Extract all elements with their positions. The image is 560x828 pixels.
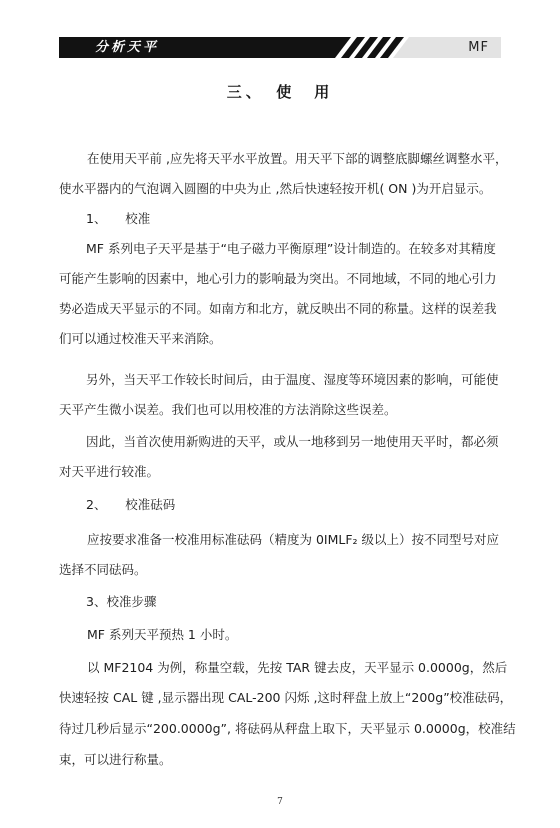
paragraph-line: 应按要求准备一校准用标准砝码（精度为 0IMLF₂ 级以上）按不同型号对应 bbox=[87, 532, 500, 547]
paragraph-line: 因此，当首次使用新购进的天平，或从一地移到另一地使用天平时，都必须 bbox=[86, 434, 499, 449]
subheading-calibration-steps: 3、校准步骤 bbox=[86, 594, 157, 609]
paragraph-line: MF 系列电子天平是基于“电子磁力平衡原理”设计制造的。在较多对其精度 bbox=[86, 241, 496, 256]
subheading-calibration-weight: 2、 校准砝码 bbox=[86, 497, 176, 512]
paragraph-line: 束，可以进行称量。 bbox=[59, 752, 172, 767]
header-model-code: MF bbox=[468, 40, 489, 55]
paragraph-line: 对天平进行较准。 bbox=[59, 464, 160, 479]
paragraph-line: 待过几秒后显示“200.0000g”, 将砝码从秤盘上取下，天平显示 0.0000g，校准结 bbox=[59, 721, 516, 736]
paragraph-line: 另外，当天平工作较长时间后，由于温度、湿度等环境因素的影响，可能使 bbox=[86, 372, 499, 387]
paragraph-line: 以 MF2104 为例，称量空载，先按 TAR 键去皮，天平显示 0.0000g，然后 bbox=[87, 660, 508, 675]
subheading-calibration: 1、 校准 bbox=[86, 211, 151, 226]
section-title: 三、 使 用 bbox=[226, 83, 334, 101]
paragraph-line: 选择不同砝码。 bbox=[59, 562, 147, 577]
paragraph-line: 天平产生微小误差。我们也可以用校准的方法消除这些误差。 bbox=[59, 402, 397, 417]
paragraph-line: 使水平器内的气泡调入圆圈的中央为止 ,然后快速轻按开机( ON )为开启显示。 bbox=[59, 181, 492, 196]
page-number: 7 bbox=[277, 797, 283, 807]
paragraph-line: 势必造成天平显示的不同。如南方和北方，就反映出不同的称量。这样的误差我 bbox=[59, 301, 497, 316]
paragraph-line: 在使用天平前 ,应先将天平水平放置。用天平下部的调整底脚螺丝调整水平， bbox=[87, 151, 508, 166]
header-title: 分析天平 bbox=[95, 40, 160, 55]
paragraph-line: MF 系列天平预热 1 小时。 bbox=[87, 627, 238, 642]
paragraph-line: 快速轻按 CAL 键 ,显示器出现 CAL-200 闪烁 ,这时秤盘上放上“200g”校准砝码， bbox=[59, 690, 513, 705]
page-header bbox=[59, 37, 501, 58]
paragraph-line: 们可以通过校准天平来消除。 bbox=[59, 331, 222, 346]
paragraph-line: 可能产生影响的因素中，地心引力的影响最为突出。不同地域，不同的地心引力 bbox=[59, 271, 497, 286]
